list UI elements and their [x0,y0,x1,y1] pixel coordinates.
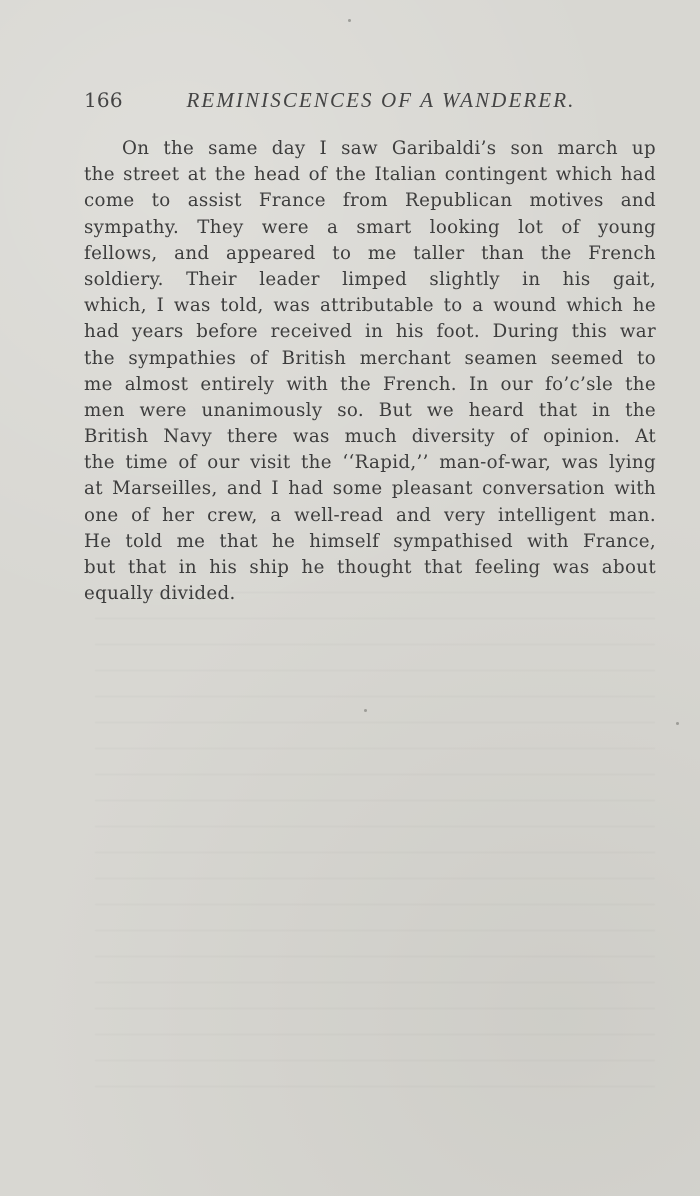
text-line: the time of our visit the ‘‘Rapid,’’ man-of-war, was lying [84,452,656,474]
paper-speck [364,709,367,712]
text-line: He told me that he himself sympathised with France, [84,530,656,552]
page-number: 166 [84,88,123,112]
text-line: but that in his ship he thought that feeling was about [84,557,656,578]
text-line: the sympathies of British merchant seamen seemed to [84,347,656,369]
text-line: at Marseilles, and I had some pleasant conversation with [84,478,656,500]
text-line: the street at the head of the Italian contingent which had [84,164,656,186]
text-line: On the same day I saw Garibaldi’s son march up [122,138,656,159]
page-header [84,88,604,118]
paper-speck [676,722,679,725]
running-title: REMINISCENCES OF A WANDERER. [186,88,576,112]
text-line: come to assist France from Republican motives and [84,190,656,212]
text-line: men were unanimously so. But we heard that in the [84,399,656,421]
text-line: British Navy there was much diversity of opinion. At [84,426,656,448]
text-line: equally divided. [84,583,236,605]
text-line: which, I was told, was attributable to a wound which he [84,295,656,317]
text-line: me almost entirely with the French. In our fo’c’sle the [84,373,656,395]
text-line: had years before received in his foot. During this war [84,321,656,343]
body-text [84,136,656,607]
show-through-texture [95,592,655,1112]
text-line: fellows, and appeared to me taller than the French [84,242,656,264]
text-line: one of her crew, a well-read and very intelligent man. [84,504,656,526]
paper-speck [348,19,351,22]
text-line: soldiery. Their leader limped slightly in his gait, [84,268,656,290]
text-line: sympathy. They were a smart looking lot of young [84,216,656,238]
